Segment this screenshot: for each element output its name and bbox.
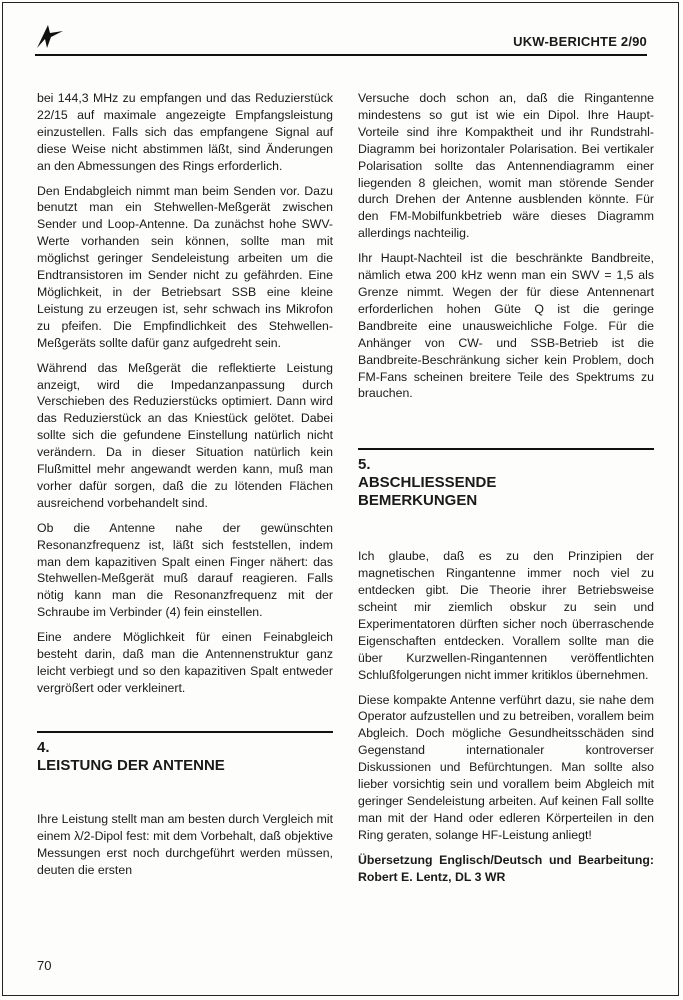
- section-rule: [358, 448, 654, 450]
- paragraph: Versuche doch schon an, daß die Ringantenne mindestens so gut ist wie ein Dipol. Ihre Haupt-Vorteile sind ihre Kompaktheit und ihr Rundstrahl-Diagramm bei horizontaler Polarisation. Bei vertikaler Polarisation sollte das Antennendiagramm einer liegenden 8 gleichen, womit man störende Sender durch Drehen der Antenne ausblenden könnte. Für den FM-Mobilfunkbetrieb wäre dieses Diagramm allerdings nachteilig.: [358, 91, 654, 241]
- section-number: 4.: [37, 738, 50, 756]
- page-number: 70: [37, 958, 52, 973]
- paragraph: Ich glaube, daß es zu den Prinzipien der magnetischen Ringantenne immer noch viel zu entdecken gibt. Die Theorie ihrer Betriebsweise scheint mir ziemlich obskur zu sein und Experimentatoren dürften sicher noch überraschende Eigenschaften entdecken. Vorallem sollte man die über Kurzwellen-Ringantennen veröffentlichten Schlußfolgerungen nicht immer kritiklos übernehmen.: [358, 549, 654, 682]
- page-header: [35, 18, 647, 54]
- paragraph: Eine andere Möglichkeit für einen Feinabgleich besteht darin, daß man die Antennenstruktur ganz leicht verbiegt und so den kapazitiven Spalt entweder vergrößert oder verkleinert.: [37, 630, 333, 695]
- left-column: [37, 90, 333, 886]
- paragraph: Diese kompakte Antenne verführt dazu, sie nahe dem Operator aufzustellen und zu betreiben, vorallem beim Abgleich. Doch mögliche Gesundheitsschäden sind Gegenstand internationaler kontroverser Diskussionen und Befürchtungen. Man sollte also lieber vorsichtig sein und vorallem beim Abgleich mit geringer Sendeleistung arbeiten. Auf keinen Fall sollte man mit der Hand oder edleren Körperteilen in den Ring geraten, solange HF-Leistung anliegt!: [358, 692, 654, 842]
- journal-title: UKW-BERICHTE 2/90: [513, 34, 647, 49]
- section-4-heading: [37, 731, 333, 775]
- paragraph: Während das Meßgerät die reflektierte Leistung anzeigt, wird die Impedanzanpassung durch Verschieben des Reduzierstücks optimiert. Dann wird das Reduzierstück an das Kniestück gelötet. Dabei sollte sich die gefundene Einstellung natürlich nicht verändern. Da in dieser Situation natürlich kein Flußmittel mehr angewandt werden kann, muß man vorher dafür sorgen, daß die zu lötenden Flächen ausreichend vorbehandelt sind.: [37, 360, 333, 510]
- section-5-heading: [358, 448, 654, 510]
- section-rule: [37, 731, 333, 733]
- bird-logo-icon: [35, 22, 65, 50]
- paragraph: Ob die Antenne nahe der gewünschten Resonanzfrequenz ist, läßt sich feststellen, indem man dem kapazitiven Spalt einen Finger nähert: das Stehwellen-Meßgerät muß darauf reagieren. Falls nötig kann man die Resonanzfrequenz mit der Schraube im Verbinder (4) fein einstellen.: [37, 520, 333, 620]
- paragraph: bei 144,3 MHz zu empfangen und das Reduzierstück 22/15 auf maximale angezeigte Empfangsleistung einzustellen. Falls sich das empfangene Signal auf diese Weise nicht abstimmen läßt, sind Änderungen an den Abmessungen des Rings erforderlich.: [37, 91, 333, 173]
- section-title: LEISTUNG DER ANTENNE: [37, 756, 225, 774]
- section-title: ABSCHLIESSENDE: [358, 474, 497, 492]
- header-rule: [35, 54, 647, 56]
- translation-credit: Übersetzung Englisch/Deutsch und Bearbeitung: Robert E. Lentz, DL 3 WR: [358, 852, 654, 884]
- section-title: BEMERKUNGEN: [358, 492, 478, 510]
- right-column: [358, 90, 654, 894]
- paragraph: Den Endabgleich nimmt man beim Senden vor. Dazu benutzt man ein Stehwellen-Meßgerät zwischen Sender und Loop-Antenne. Da zunächst hohe SWV-Werte vorhanden sein können, sollte man mit möglichst geringer Sendeleistung arbeiten um die Endtransistoren im Sender nicht zu gefährden. Eine Möglichkeit, in der Betriebsart SSB eine kleine Leistung zu erzeugen ist, sehr schwach ins Mikrofon zu pfeifen. Die Empfindlichkeit des Stehwellen-Meßgeräts sollte dafür ganz aufgedreht sein.: [37, 183, 333, 350]
- paragraph: Ihre Leistung stellt man am besten durch Vergleich mit einem λ/2-Dipol fest: mit dem Vorbehalt, daß objektive Messungen erst noch durchgeführt werden müssen, deuten die ersten: [37, 811, 333, 877]
- paragraph: Ihr Haupt-Nachteil ist die beschränkte Bandbreite, nämlich etwa 200 kHz wenn man ein SWV = 1,5 als Grenze nimmt. Wegen der für diese Antennenart erforderlichen hohen Güte Q ist die geringe Bandbreite eine unausweichliche Folge. Für die Anhänger von CW- und SSB-Betrieb ist die Bandbreite-Beschränkung sicher kein Problem, doch FM-Fans scheinen breitere Teile des Spektrums zu brauchen.: [358, 251, 654, 401]
- section-number: 5.: [358, 456, 371, 474]
